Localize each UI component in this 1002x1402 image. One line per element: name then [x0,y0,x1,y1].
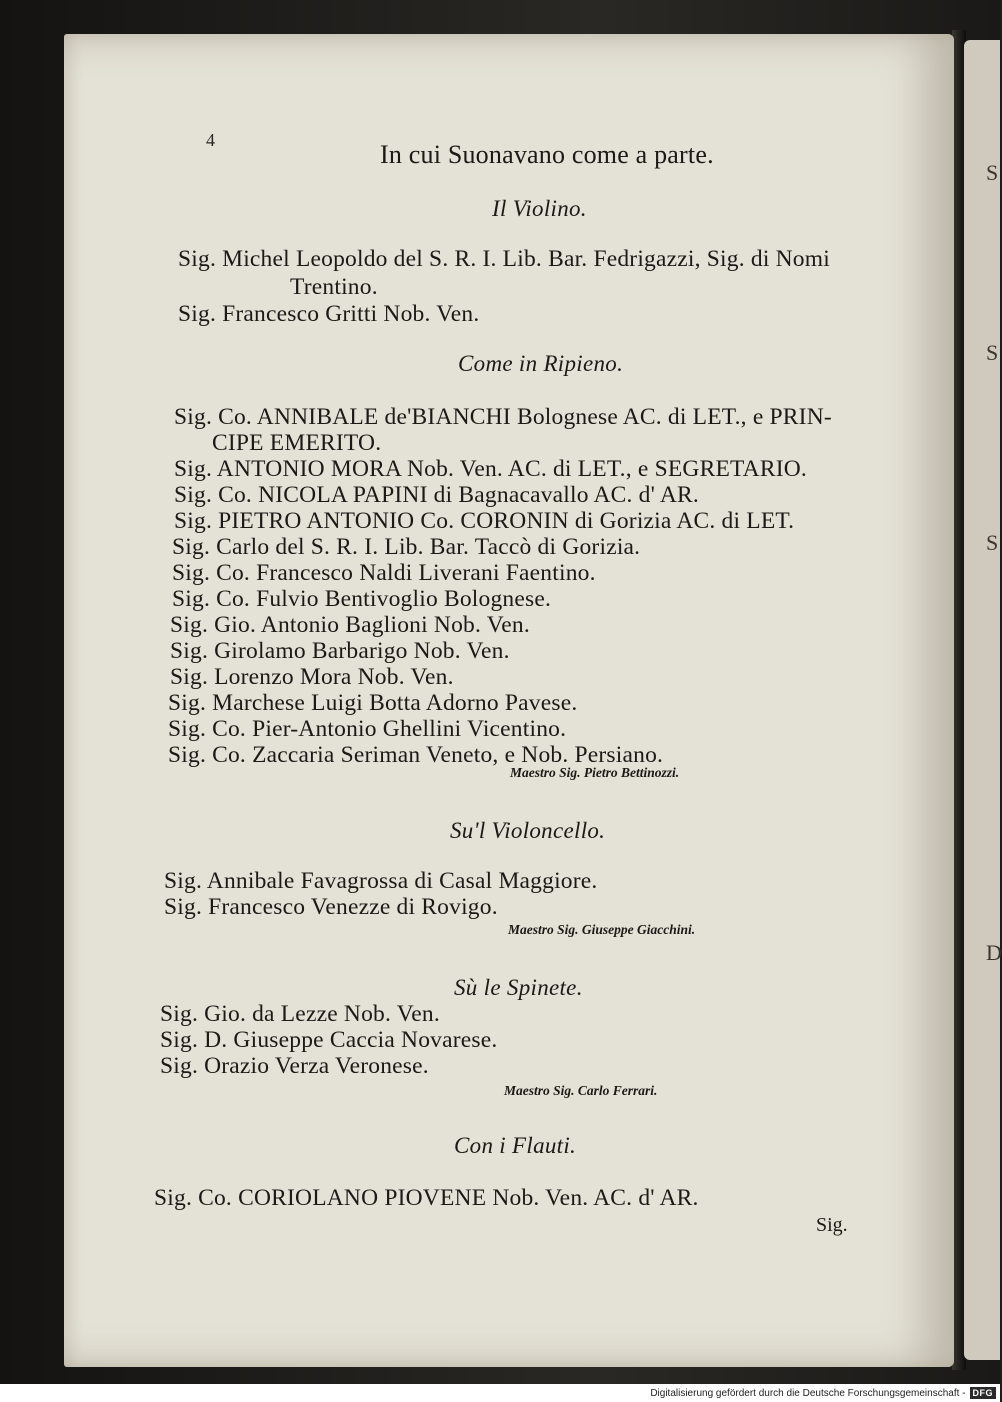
section-title-violino: Il Violino. [492,196,587,221]
list-item: Sig. Co. Fulvio Bentivoglio Bolognese. [172,586,552,612]
catchword: Sig. [816,1214,848,1236]
list-item: Sig. ANTONIO MORA Nob. Ven. AC. di LET., e SEGRETARIO. [174,456,807,482]
adjacent-page-edge: S S S D [964,40,1000,1360]
list-item: Sig. Gio. da Lezze Nob. Ven. [160,1001,440,1027]
list-item: Sig. Marchese Luigi Botta Adorno Pavese. [168,690,578,716]
list-item: Sig. Carlo del S. R. I. Lib. Bar. Taccò di Gorizia. [172,534,641,560]
list-item: Sig. Annibale Favagrossa di Casal Maggiore. [164,868,598,894]
dfg-logo-icon: DFG [970,1387,997,1399]
list-item: Sig. PIETRO ANTONIO Co. CORONIN di Gorizia AC. di LET. [174,508,795,534]
list-item: Sig. Co. CORIOLANO PIOVENE Nob. Ven. AC. d' AR. [154,1185,699,1211]
list-item: Sig. Orazio Verza Veronese. [160,1053,429,1079]
maestro-credit: Maestro Sig. Giuseppe Giacchini. [508,922,696,937]
list-item: Sig. Co. Pier-Antonio Ghellini Vicentino. [168,716,567,742]
section-title-flauti: Con i Flauti. [454,1133,577,1158]
footer-credit: Digitalisierung gefördert durch die Deutsche Forschungsgemeinschaft - [650,1387,966,1399]
list-item: Sig. D. Giuseppe Caccia Novarese. [160,1027,498,1053]
maestro-credit: Maestro Sig. Carlo Ferrari. [504,1083,658,1098]
list-item: Sig. Co. Zaccaria Seriman Veneto, e Nob. Persiano. [168,742,664,768]
list-item: Sig. Michel Leopoldo del S. R. I. Lib. Bar. Fedrigazzi, Sig. di Nomi [178,246,830,272]
list-item: Sig. Gio. Antonio Baglioni Nob. Ven. [170,612,530,638]
list-item: Sig. Co. NICOLA PAPINI di Bagnacavallo AC. d' AR. [174,482,699,508]
section-title-ripieno: Come in Ripieno. [458,351,624,376]
footer-bar [0,1384,1000,1402]
book-page [64,34,954,1367]
list-item: Sig. Francesco Gritti Nob. Ven. [178,301,480,327]
list-item: Sig. Girolamo Barbarigo Nob. Ven. [170,638,510,664]
section-title-spinete: Sù le Spinete. [454,975,583,1000]
list-item: Sig. Francesco Venezze di Rovigo. [164,894,498,920]
list-item: Trentino. [290,274,378,300]
maestro-credit: Maestro Sig. Pietro Bettinozzi. [510,765,680,780]
section-title-violoncello: Su'l Violoncello. [450,818,606,843]
page-header: In cui Suonavano come a parte. [380,140,714,169]
list-item: Sig. Co. Francesco Naldi Liverani Faentino. [172,560,596,586]
page-number: 4 [206,130,215,150]
list-item: Sig. Co. ANNIBALE de'BIANCHI Bolognese AC. di LET., e PRIN- [174,404,832,430]
list-item: CIPE EMERITO. [212,430,382,456]
list-item: Sig. Lorenzo Mora Nob. Ven. [170,664,454,690]
